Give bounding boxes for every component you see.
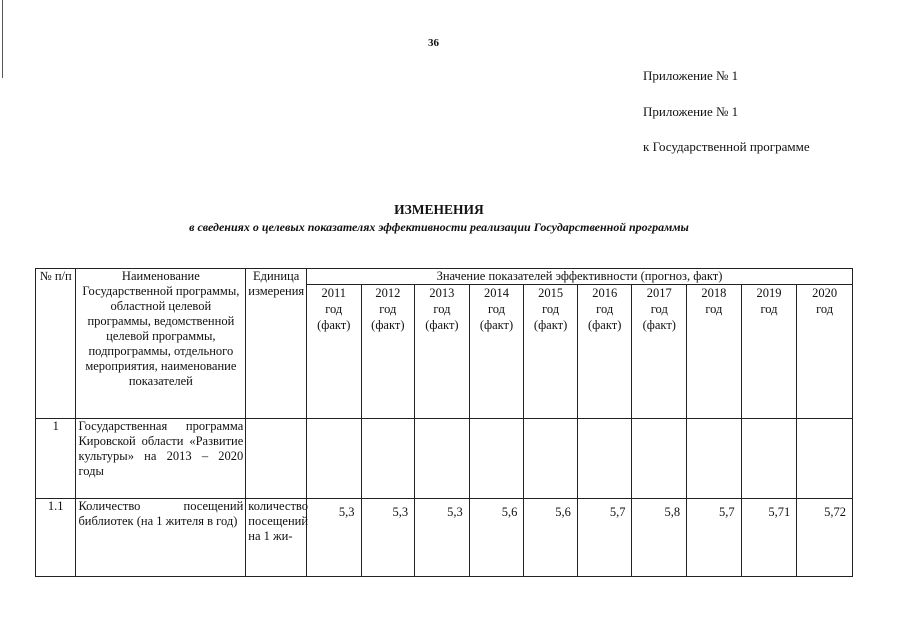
header-year-note: (факт) xyxy=(642,318,676,332)
row-value xyxy=(687,419,742,499)
row-value: 5,7 xyxy=(687,499,742,577)
table-row xyxy=(36,419,853,499)
header-year-note: (факт) xyxy=(371,318,405,332)
header-name: Наименование Государственной программы, областной целевой программы, ведомственной целевой программы, подпрограммы, отдельного мероприятия, наименование показателей xyxy=(76,269,246,419)
header-year-note: (факт) xyxy=(317,318,351,332)
row-value: 5,3 xyxy=(415,499,470,577)
header-year-2016 xyxy=(577,285,632,419)
header-year-note: (факт) xyxy=(588,318,622,332)
appendix-line-3: к Государственной программе xyxy=(643,139,810,154)
header-year-year: 2015 xyxy=(538,286,564,300)
header-year-unit: год xyxy=(816,302,834,316)
header-year-year: 2012 xyxy=(375,286,401,300)
row-value: 5,3 xyxy=(306,499,361,577)
header-year-2015 xyxy=(524,285,578,419)
header-year-unit: год xyxy=(705,302,723,316)
header-year-2012 xyxy=(361,285,415,419)
header-year-note: (факт) xyxy=(533,318,568,332)
header-values-group: Значение показателей эффективности (прогноз, факт) xyxy=(306,269,852,285)
header-year-year: 2020 xyxy=(812,286,838,300)
header-year-note: (факт) xyxy=(425,318,459,332)
row-name: Государственная программа Кировской области «Развитие культуры» на 2013 – 2020 годы xyxy=(76,419,246,499)
document-subtitle: в сведениях о целевых показателях эффективности реализации Государственной программы xyxy=(189,220,689,234)
header-year-2019 xyxy=(741,285,797,419)
row-value xyxy=(632,419,687,499)
row-number: 1.1 xyxy=(36,499,76,577)
appendix-line-2: Приложение № 1 xyxy=(643,104,739,119)
header-year-unit: год xyxy=(542,302,560,316)
row-value xyxy=(524,419,578,499)
row-number: 1 xyxy=(36,419,76,499)
table-row xyxy=(36,499,853,577)
row-value: 5,8 xyxy=(632,499,687,577)
row-value: 5,72 xyxy=(797,499,853,577)
header-year-2017 xyxy=(632,285,687,419)
row-name: Количество посещений библиотек (на 1 жителя в год) xyxy=(76,499,246,577)
row-value xyxy=(797,419,853,499)
header-year-year: 2017 xyxy=(646,286,672,300)
header-year-unit: год xyxy=(487,302,506,316)
header-year-2020 xyxy=(797,285,853,419)
row-value xyxy=(469,419,524,499)
header-year-year: 2014 xyxy=(484,286,510,300)
row-unit: количество посещений на 1 жи- xyxy=(246,499,307,577)
row-value xyxy=(577,419,632,499)
row-value xyxy=(361,419,415,499)
header-year-unit: год xyxy=(760,302,778,316)
header-year-year: 2018 xyxy=(701,286,727,300)
row-value: 5,71 xyxy=(741,499,797,577)
indicators-table xyxy=(35,268,853,577)
header-year-note: (факт) xyxy=(479,318,514,332)
header-year-unit: год xyxy=(596,302,614,316)
header-year-year: 2019 xyxy=(756,286,782,300)
header-year-unit: год xyxy=(379,302,397,316)
header-year-2013 xyxy=(415,285,470,419)
row-value: 5,7 xyxy=(577,499,632,577)
row-value: 5,3 xyxy=(361,499,415,577)
row-unit xyxy=(246,419,307,499)
header-year-unit: год xyxy=(433,302,451,316)
header-year-2018 xyxy=(687,285,742,419)
header-year-year: 2016 xyxy=(592,286,618,300)
header-year-2011 xyxy=(306,285,361,419)
row-value: 5,6 xyxy=(469,499,524,577)
header-year-unit: год xyxy=(650,302,668,316)
header-unit: Единица измерения xyxy=(246,269,307,419)
row-value: 5,6 xyxy=(524,499,578,577)
appendix-line-1: Приложение № 1 xyxy=(643,68,739,83)
page-number: 36 xyxy=(428,37,439,49)
document-title: ИЗМЕНЕНИЯ xyxy=(394,202,484,217)
row-value xyxy=(306,419,361,499)
row-value xyxy=(415,419,470,499)
header-year-2014 xyxy=(469,285,524,419)
header-year-unit: год xyxy=(325,302,343,316)
header-number: № п/п xyxy=(36,269,76,419)
page-edge-mark xyxy=(2,0,3,78)
header-year-year: 2011 xyxy=(321,286,347,300)
row-value xyxy=(741,419,797,499)
header-year-year: 2013 xyxy=(429,286,455,300)
